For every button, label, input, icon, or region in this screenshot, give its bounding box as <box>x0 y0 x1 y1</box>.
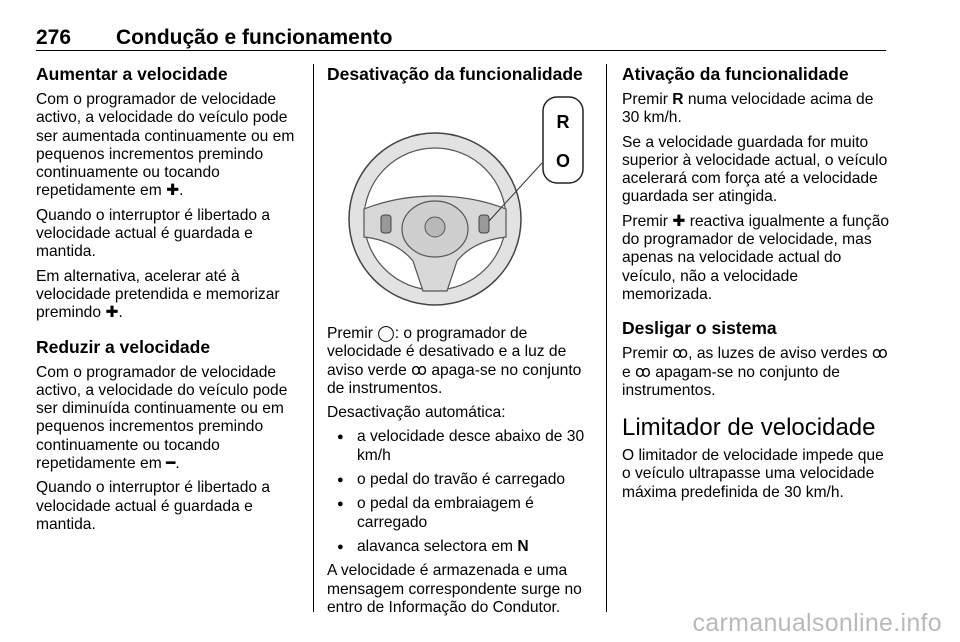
heading-reduce-speed: Reduzir a velocidade <box>36 336 211 357</box>
paragraph: Com o programador de velocidade activo, a velocidade do veículo pode ser aumentada continuamente ou em pequenos incrementos premindo continuamente ou tocando repetidamente em ✚. <box>36 91 295 200</box>
page-number: 276 <box>36 26 72 49</box>
heading-activation: Ativação da funcionalidade <box>622 64 849 84</box>
deactivation-list <box>327 428 591 556</box>
paragraph: O limitador de velocidade impede que o veículo ultrapasse uma velocidade máxima predefinida de 30 km/h. <box>622 447 884 501</box>
steering-wheel-illustration <box>337 91 592 311</box>
paragraph: Premir ✚ reactiva igualmente a função do programador de velocidade, mas apenas na velocidade actual do veículo, não a velocidade memorizada. <box>622 212 890 303</box>
key-r: R <box>672 91 684 108</box>
column-divider <box>313 64 314 612</box>
paragraph: Se a velocidade guardada for muito superior à velocidade actual, o veículo acelerará com força até a velocidade guardada ser atingida. <box>622 133 888 206</box>
paragraph: Em alternativa, acelerar até à velocidade pretendida e memorizar premindo ✚. <box>36 267 280 322</box>
paragraph: Quando o interruptor é libertado a velocidade actual é guardada e mantida. <box>36 206 271 261</box>
plus-icon: ✚ <box>166 182 180 200</box>
paragraph: Premir ◯: o programador de velocidade é desativado e a luz de aviso verde ꝏ apaga-se no conjunto de instrumentos. <box>327 325 582 397</box>
list-item: ● a velocidade desce abaixo de 30 km/h <box>327 428 591 465</box>
paragraph: Com o programador de velocidade activo, a velocidade do veículo pode ser diminuída continuamente ou em pequenos incrementos premindo continuamente ou tocando repetidamente em ━. <box>36 363 288 473</box>
cruise-control-icon: ꝏ <box>672 345 689 363</box>
minus-icon: ━ <box>166 455 176 473</box>
list-item: ● o pedal da embraiagem é carregado <box>327 495 591 532</box>
list-item: ● o pedal do travão é carregado <box>327 471 591 489</box>
column-divider <box>606 64 607 612</box>
heading-speed-limiter: Limitador de velocidade <box>622 414 876 442</box>
heading-switch-off: Desligar o sistema <box>622 318 777 339</box>
column-right <box>622 64 890 508</box>
paragraph: Premir R numa velocidade acima de 30 km/h. <box>622 91 874 127</box>
paragraph: Premir ꝏ, as luzes de aviso verdes ꝏ e ꝏ apagam-se no conjunto de instrumentos. <box>622 345 888 399</box>
page-header <box>36 26 886 51</box>
list-item: ● alavanca selectora em N <box>327 538 591 556</box>
column-middle <box>327 64 591 623</box>
paragraph: Quando o interruptor é libertado a velocidade actual é guardada e mantida. <box>36 479 271 533</box>
cruise-control-icon: ꝏ <box>871 345 888 363</box>
paragraph: A velocidade é armazenada e uma mensagem correspondente surge no entro de Informação do Condutor. <box>327 562 582 616</box>
wheel-label-r: R <box>556 112 570 132</box>
paragraph: Desactivação automática: <box>327 404 506 422</box>
watermark: carmanualsonline.info <box>692 609 942 637</box>
column-left <box>36 64 300 540</box>
heading-increase-speed: Aumentar a velocidade <box>36 64 228 84</box>
circle-button-icon: ◯ <box>377 325 395 342</box>
cruise-control-icon: ꝏ <box>635 363 651 381</box>
heading-deactivation: Desativação da funcionalidade <box>327 64 583 84</box>
page-title: Condução e funcionamento <box>116 26 393 49</box>
cruise-control-icon: ꝏ <box>411 361 427 379</box>
plus-icon: ✚ <box>105 304 119 322</box>
wheel-label-o: O <box>555 151 571 171</box>
plus-icon: ✚ <box>672 212 686 230</box>
